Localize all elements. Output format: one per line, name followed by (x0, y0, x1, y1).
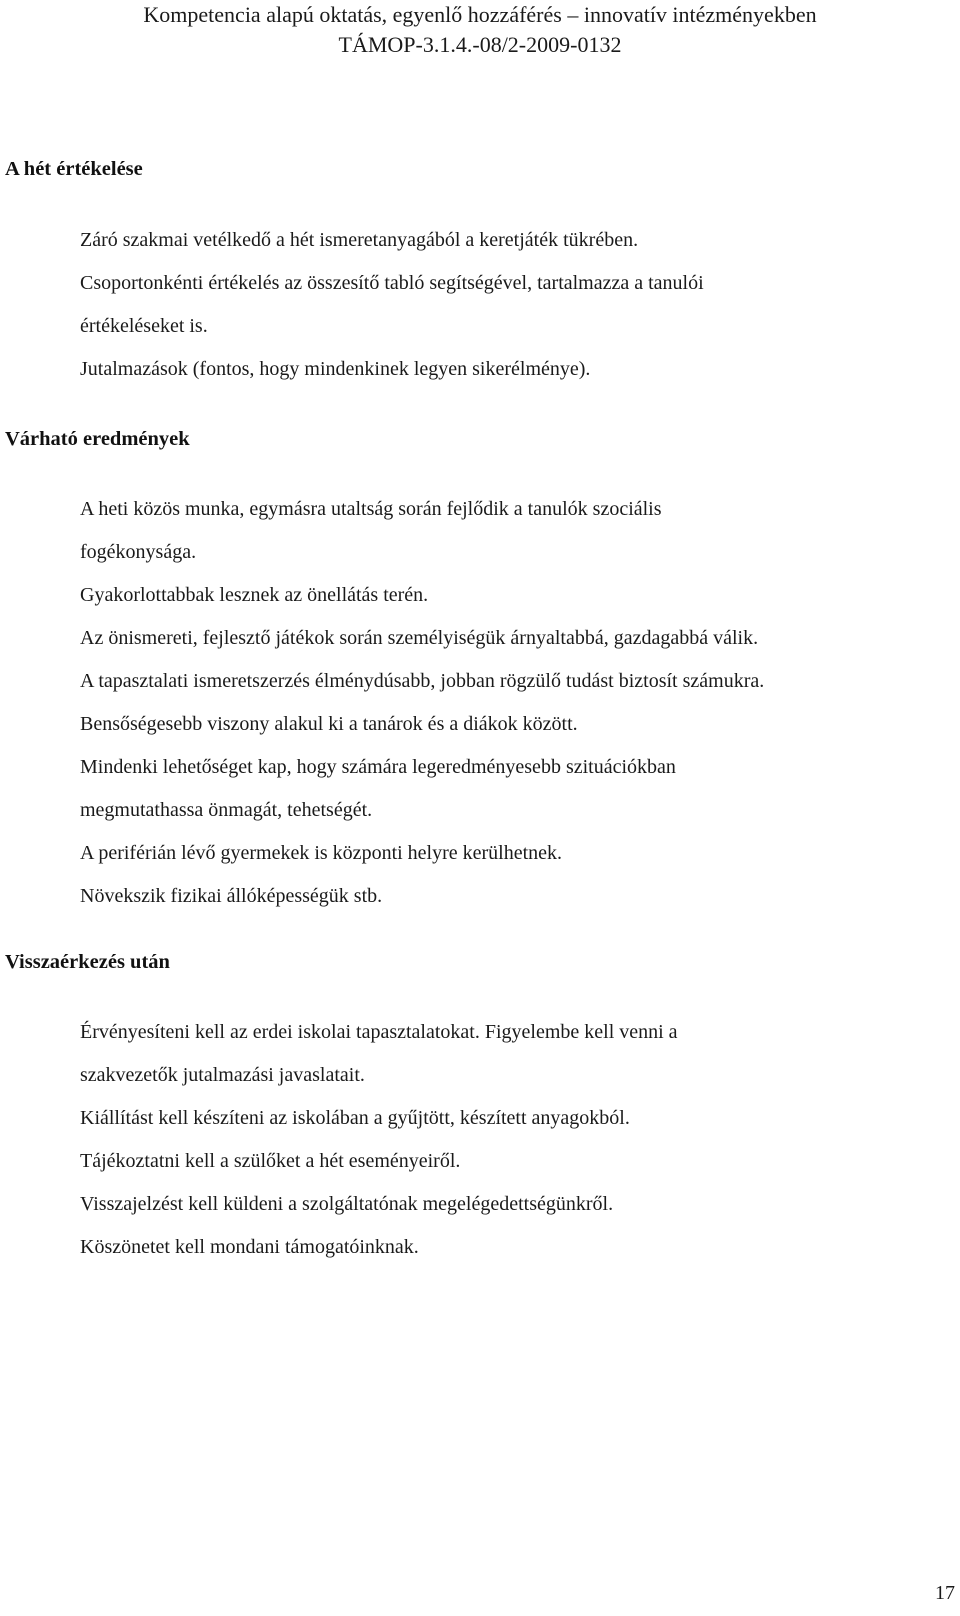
section-heading-week-evaluation: A hét értékelése (5, 158, 143, 180)
section-body-week-evaluation (80, 219, 940, 391)
text-line: Az önismereti, fejlesztő játékok során személyiségük árnyaltabbá, gazdagabbá válik. (80, 627, 759, 649)
text-line: szakvezetők jutalmazási javaslatait. (80, 1064, 365, 1086)
section-body-after-return (80, 1011, 940, 1269)
text-line: Csoportonkénti értékelés az összesítő tabló segítségével, tartalmazza a tanulói (80, 272, 704, 294)
text-line: A heti közös munka, egymásra utaltság során fejlődik a tanulók szociális (80, 498, 662, 520)
text-line: Érvényesíteni kell az erdei iskolai tapasztalatokat. Figyelembe kell venni a (80, 1021, 678, 1043)
text-line: Záró szakmai vetélkedő a hét ismeretanyagából a keretjáték tükrében. (80, 229, 639, 251)
text-line: értékeléseket is. (80, 315, 208, 337)
section-heading-expected-results: Várható eredmények (5, 428, 190, 450)
text-line: Kiállítást kell készíteni az iskolában a gyűjtött, készített anyagokból. (80, 1107, 630, 1129)
text-line: fogékonysága. (80, 541, 197, 563)
text-line: Bensőségesebb viszony alakul ki a tanárok és a diákok között. (80, 713, 578, 735)
section-heading-after-return: Visszaérkezés után (5, 951, 170, 973)
text-line: Mindenki lehetőséget kap, hogy számára legeredményesebb szituációkban (80, 756, 676, 778)
text-line: A tapasztalati ismeretszerzés élménydúsabb, jobban rögzülő tudást biztosít számukra. (80, 670, 765, 692)
text-line: Növekszik fizikai állóképességük stb. (80, 885, 383, 907)
text-line: A periférián lévő gyermekek is központi helyre kerülhetnek. (80, 842, 563, 864)
text-line: Visszajelzést kell küldeni a szolgáltatónak megelégedettségünkről. (80, 1193, 614, 1215)
section-body-expected-results (80, 488, 940, 918)
text-line: megmutathassa önmagát, tehetségét. (80, 799, 373, 821)
text-line: Köszönetet kell mondani támogatóinknak. (80, 1236, 419, 1258)
text-line: Tájékoztatni kell a szülőket a hét eseményeiről. (80, 1150, 461, 1172)
header-project-title: Kompetencia alapú oktatás, egyenlő hozzáférés – innovatív intézményekben (143, 2, 817, 27)
page-number: 17 (935, 1582, 955, 1604)
text-line: Gyakorlottabbak lesznek az önellátás terén. (80, 584, 429, 606)
header-project-code: TÁMOP-3.1.4.-08/2-2009-0132 (338, 32, 622, 57)
page-header (0, 0, 960, 60)
text-line: Jutalmazások (fontos, hogy mindenkinek legyen sikerélménye). (80, 358, 591, 380)
